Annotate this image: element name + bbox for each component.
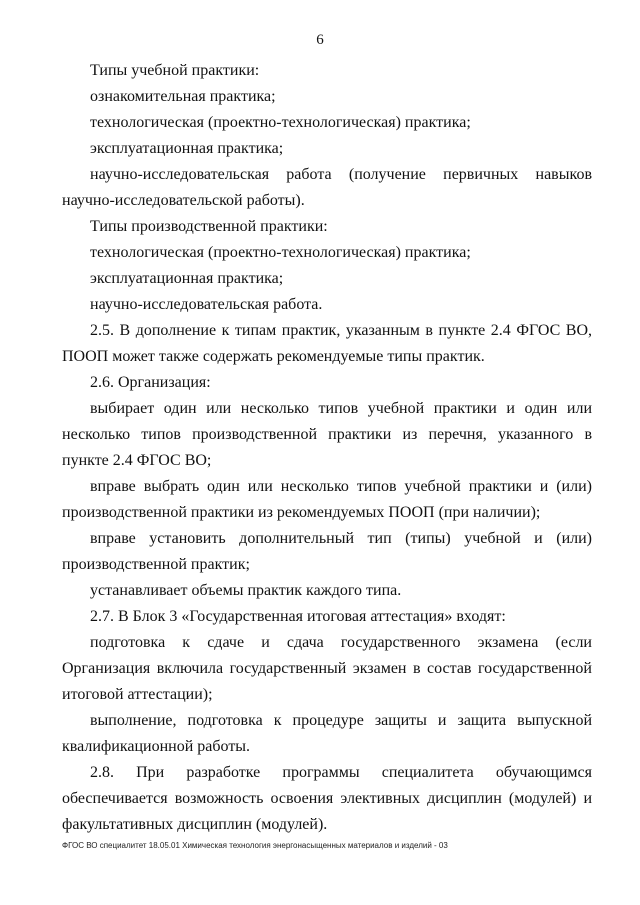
paragraph: научно-исследовательская работа.	[90, 296, 323, 313]
paragraph: эксплуатационная практика;	[90, 270, 284, 287]
body-text	[62, 58, 592, 838]
page-number: 6	[316, 32, 324, 48]
paragraph: выполнение, подготовка к процедуре защиты и защита выпускной квалификационной работы.	[62, 712, 592, 755]
paragraph: технологическая (проектно-технологическая) практика;	[90, 244, 471, 261]
paragraph: Типы производственной практики:	[90, 218, 328, 235]
paragraph: эксплуатационная практика;	[90, 140, 284, 157]
paragraph: вправе выбрать один или несколько типов учебной практики и (или) производственной практики из рекомендуемых ПООП (при наличии);	[62, 478, 592, 521]
paragraph: подготовка к сдаче и сдача государственного экзамена (если Организация включила государственный экзамен в состав государственной итоговой аттестации);	[62, 634, 592, 703]
paragraph: 2.8. При разработке программы специалитета обучающимся обеспечивается возможность освоения элективных дисциплин (модулей) и факультативных дисциплин (модулей).	[62, 764, 592, 833]
paragraph: технологическая (проектно-технологическая) практика;	[90, 114, 471, 131]
paragraph: 2.7. В Блок 3 «Государственная итоговая аттестация» входят:	[90, 608, 506, 625]
paragraph: ознакомительная практика;	[90, 88, 276, 105]
paragraph: выбирает один или несколько типов учебной практики и один или несколько типов производственной практики из перечня, указанного в пункте 2.4 ФГОС ВО;	[62, 400, 592, 469]
paragraph: вправе установить дополнительный тип (типы) учебной и (или) производственной практик;	[62, 530, 592, 573]
paragraph: устанавливает объемы практик каждого типа.	[90, 582, 402, 599]
paragraph: Типы учебной практики:	[90, 62, 260, 79]
paragraph: 2.5. В дополнение к типам практик, указанным в пункте 2.4 ФГОС ВО, ПООП может также содержать рекомендуемые типы практик.	[62, 322, 592, 365]
paragraph: научно-исследовательская работа (получение первичных навыков научно-исследовательской работы).	[62, 166, 592, 209]
footer-note: ФГОС ВО специалитет 18.05.01 Химическая технология энергонасыщенных материалов и изделий - 03	[62, 841, 448, 850]
paragraph: 2.6. Организация:	[90, 374, 211, 391]
